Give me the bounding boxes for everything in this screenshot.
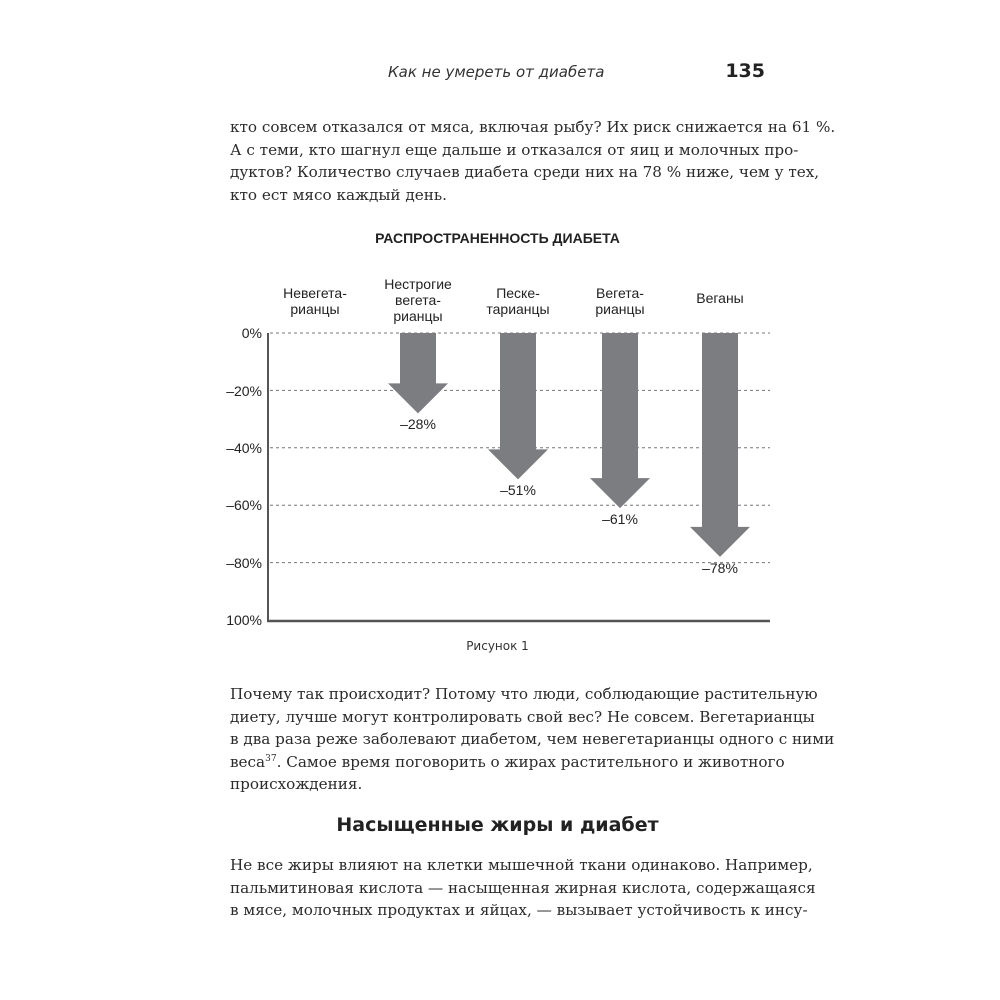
text-line: кто совсем отказался от мяса, включая рыбу? Их риск снижается на 61 %. <box>230 118 836 136</box>
value-label: –51% <box>500 482 536 499</box>
down-arrow-bar <box>590 333 650 508</box>
text-line <box>230 751 785 774</box>
text-line: Почему так происходит? Потому что люди, соблюдающие растительную <box>230 685 818 703</box>
category-label-line: рианцы <box>595 301 645 317</box>
category-label-line: Невегета- <box>283 285 347 301</box>
running-title: Как не умереть от диабета <box>388 63 605 81</box>
text-line: в мясе, молочных продуктах и яйцах, — вызывает устойчивость к инсу- <box>230 901 808 919</box>
text-line: А с теми, кто шагнул еще дальше и отказался от яиц и молочных про- <box>230 140 799 159</box>
section-heading: Насыщенные жиры и диабет <box>336 814 659 836</box>
paragraph-fats <box>230 854 816 922</box>
category-label-line: Песке- <box>496 285 540 301</box>
category-label-line: рианцы <box>290 301 340 317</box>
y-tick-label: 100% <box>226 612 262 628</box>
category-label-line: Вегета- <box>596 285 644 301</box>
text-line: диету, лучше могут контролировать свой вес? Не совсем. Вегетарианцы <box>230 707 815 726</box>
category-label-line: Веганы <box>696 290 744 306</box>
footnote-ref[interactable]: 37 <box>265 753 277 764</box>
down-arrow-bar <box>690 333 750 557</box>
y-tick-label: 0% <box>241 325 262 341</box>
down-arrow-bar <box>388 333 448 413</box>
arrows <box>388 333 750 557</box>
y-tick-label: –60% <box>226 497 262 513</box>
text-fragment: . Самое время поговорить о жирах растительного и животного <box>276 752 785 771</box>
text-line: Не все жиры влияют на клетки мышечной ткани одинаково. Например, <box>230 856 813 874</box>
text-line: пальмитиновая кислота — насыщенная жирная кислота, содержащаяся <box>230 878 816 897</box>
text-line: происхождения. <box>230 775 363 793</box>
paragraph-explanation <box>230 683 835 796</box>
y-tick-label: –40% <box>226 440 262 456</box>
page-number: 135 <box>725 60 765 82</box>
text-line: в два раза реже заболевают диабетом, чем невегетарианцы одного с ними <box>230 730 835 748</box>
value-label: –28% <box>400 416 436 433</box>
text-line: кто ест мясо каждый день. <box>230 185 447 204</box>
value-label: –78% <box>702 559 738 576</box>
y-tick-label: –20% <box>226 383 262 399</box>
category-label-line: тарианцы <box>486 301 550 317</box>
category-label-line: Нестрогие <box>384 276 452 292</box>
text-fragment: веса <box>230 752 266 771</box>
y-tick-label: –80% <box>226 555 262 571</box>
chart-title: РАСПРОСТРАНЕННОСТЬ ДИАБЕТА <box>375 230 620 246</box>
category-label-line: вегета- <box>395 292 441 308</box>
figure-caption: Рисунок 1 <box>466 639 529 653</box>
value-label: –61% <box>602 511 638 528</box>
category-label-line: рианцы <box>393 308 443 324</box>
down-arrow-bar <box>488 333 548 479</box>
text-line: дуктов? Количество случаев диабета среди них на 78 % ниже, чем у тех, <box>230 163 820 181</box>
